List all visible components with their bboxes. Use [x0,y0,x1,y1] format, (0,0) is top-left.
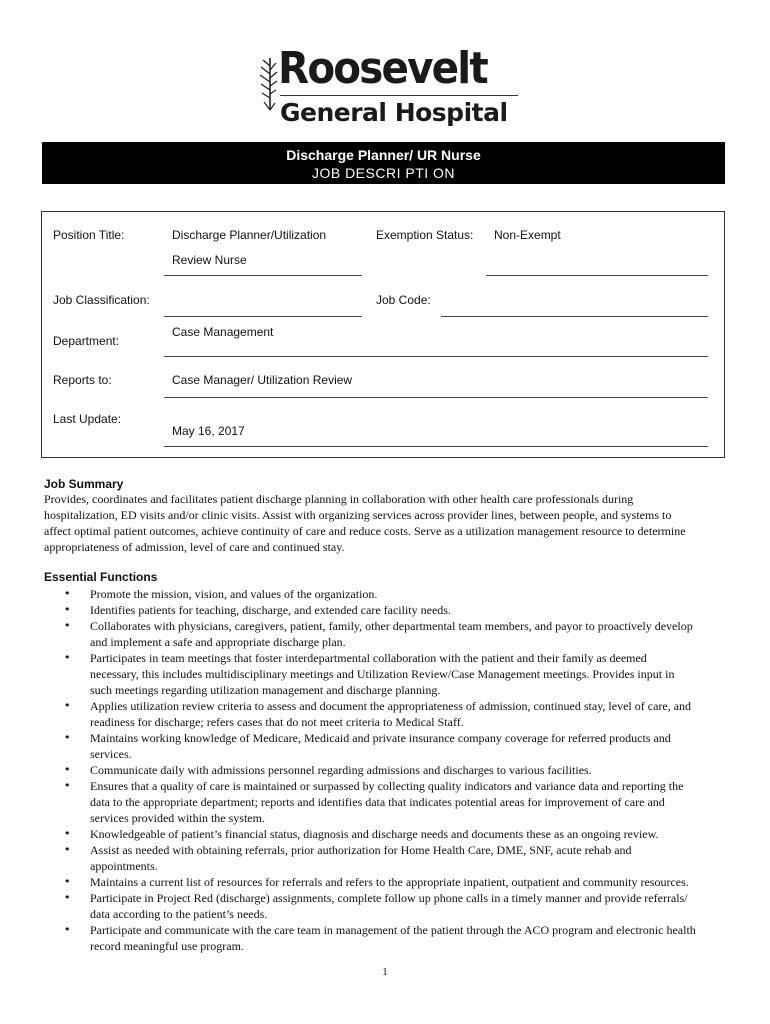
function-item-line: • Promote the mission, vision, and values of the organization. [90,587,378,601]
job-summary-text [44,491,728,555]
function-item-line: • Participate in Project Red (discharge) assignments, complete follow up phone calls in a timely manner and provide referrals/ [90,891,688,905]
function-item-line: data according to the patient’s needs. [90,907,268,921]
department-value: Case Management [172,325,274,339]
reports-to-underline [164,397,708,398]
job-summary-heading: Job Summary [44,477,124,491]
position-title-value-line2: Review Nurse [172,253,247,267]
function-item-line: • Knowledgeable of patient’s financial status, diagnosis and discharge needs and documents these as an ongoing review. [90,827,659,841]
job-code-label: Job Code: [376,293,431,307]
exemption-status-value: Non-Exempt [494,228,561,242]
hospital-logo [258,44,520,128]
summary-line: appropriateness of admission, level of care and continued stay. [44,540,345,554]
job-classification-label: Job Classification: [53,293,150,307]
function-item-line: • Participate and communicate with the care team in management of the patient through the ACO program and electronic health [90,923,696,937]
function-item-line: services. [90,747,132,761]
job-summary-section [44,477,728,555]
function-item [44,874,728,890]
function-item-line: • Ensures that a quality of care is maintained or surpassed by collecting quality indicators and variance data and reporting the [90,779,684,793]
essential-functions-section [44,570,728,954]
logo-divider [280,95,518,96]
function-item-line: such meetings regarding utilization management and discharge planning. [90,683,441,697]
reports-to-label: Reports to: [53,373,112,387]
page-number: 1 [382,966,388,978]
function-item-line: services provided within the system. [90,811,265,825]
summary-line: affect optimal patient outcomes, achieve continuity of care and reduce costs. Serve as a utilization management resource to determine [44,524,686,538]
function-item-line: data to the appropriate department; reports and identifies data that indicates potential areas for improvement of care and [90,795,665,809]
function-item [44,698,728,730]
reports-to-value: Case Manager/ Utilization Review [172,373,353,387]
last-update-value: May 16, 2017 [172,424,245,438]
function-item-line: appointments. [90,859,158,873]
logo-name: Roosevelt [278,43,487,94]
function-item-line: • Applies utilization review criteria to assess and document the appropriateness of admission, continued stay, level of care, and [90,699,692,713]
position-title-value-line1: Discharge Planner/Utilization [172,228,327,242]
function-item-line: readiness for discharge; refers cases that do not meet criteria to Medical Staff. [90,715,464,729]
function-item [44,922,728,954]
wheat-stalk-icon [258,52,280,112]
function-item [44,586,728,602]
document-subtitle: JOB DESCRI PTI ON [311,165,456,181]
function-item [44,826,728,842]
function-item-line: necessary, this includes multidisciplinary meetings and Utilization Review/Case Management meetings. Provides input in [90,667,675,681]
department-underline [164,356,708,357]
document-title: Discharge Planner/ UR Nurse [286,147,481,163]
function-item-line: record meaningful use program. [90,939,244,953]
summary-line: Provides, coordinates and facilitates patient discharge planning in collaboration with other health care professionals during [44,492,634,506]
position-title-label: Position Title: [53,228,125,242]
exemption-status-underline [486,275,708,276]
last-update-underline [164,446,708,447]
function-item-line: • Collaborates with physicians, caregivers, patient, family, other departmental team members, and payor to proactively develop [90,619,693,633]
logo-subtitle: General Hospital [280,98,508,127]
function-item-line: • Communicate daily with admissions personnel regarding admissions and discharges to various facilities. [90,763,592,777]
job-code-underline [441,316,708,317]
function-item-line: and implement a safe and appropriate discharge plan. [90,635,346,649]
function-item [44,762,728,778]
function-item [44,842,728,874]
function-item [44,618,728,650]
function-item [44,730,728,762]
function-item-line: • Identifies patients for teaching, discharge, and extended care facility needs. [90,603,451,617]
function-item [44,890,728,922]
essential-functions-heading: Essential Functions [44,570,158,584]
job-classification-underline [164,316,362,317]
exemption-status-label: Exemption Status: [376,228,474,242]
essential-functions-list [44,586,728,954]
position-title-underline [164,275,362,276]
function-item-line: • Maintains working knowledge of Medicare, Medicaid and private insurance company coverage for referred products and [90,731,671,745]
function-item-line: • Assist as needed with obtaining referrals, prior authorization for Home Health Care, DME, SNF, acute rehab and [90,843,632,857]
function-item-line: • Maintains a current list of resources for referrals and refers to the appropriate inpatient, outpatient and community resources. [90,875,689,889]
function-item [44,650,728,698]
title-banner [42,142,725,184]
function-item [44,778,728,826]
function-item [44,602,728,618]
summary-line: hospitalization, ED visits and/or clinic visits. Assist with organizing services across provider lines, between people, and systems to [44,508,672,522]
function-item-line: • Participates in team meetings that foster interdepartmental collaboration with the patient and their family as deemed [90,651,647,665]
last-update-label: Last Update: [53,412,122,426]
position-info-box [41,211,725,458]
department-label: Department: [53,334,120,348]
